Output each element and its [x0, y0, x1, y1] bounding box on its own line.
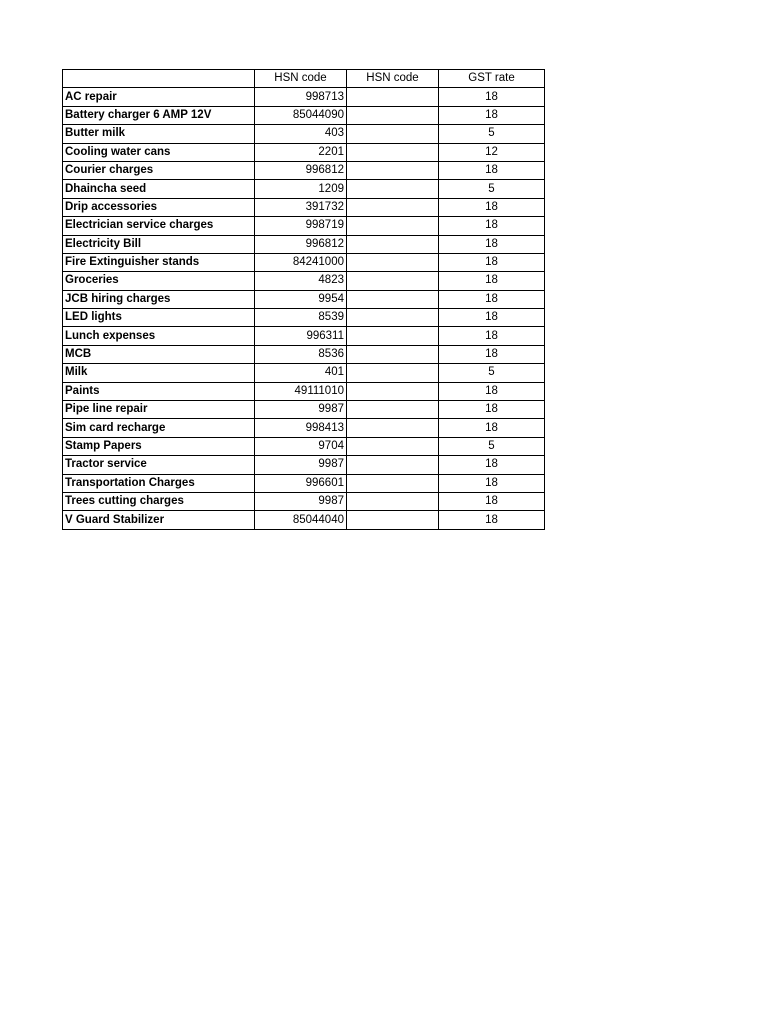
cell-gst-rate: 5	[439, 125, 545, 143]
cell-gst-rate: 18	[439, 235, 545, 253]
cell-hsn-code: 8536	[255, 345, 347, 363]
cell-hsn-code: 998719	[255, 217, 347, 235]
cell-item: Butter milk	[63, 125, 255, 143]
table-row	[63, 198, 545, 216]
cell-hsn-code: 998713	[255, 88, 347, 106]
cell-gst-rate: 18	[439, 382, 545, 400]
cell-hsn-code-2	[347, 437, 439, 455]
cell-hsn-code: 996601	[255, 474, 347, 492]
cell-hsn-code-2	[347, 419, 439, 437]
cell-hsn-code-2	[347, 290, 439, 308]
cell-hsn-code-2	[347, 198, 439, 216]
cell-hsn-code: 84241000	[255, 253, 347, 271]
table-row	[63, 345, 545, 363]
cell-item: Milk	[63, 364, 255, 382]
cell-item: Trees cutting charges	[63, 492, 255, 510]
table-row	[63, 125, 545, 143]
cell-hsn-code-2	[347, 217, 439, 235]
cell-gst-rate: 18	[439, 272, 545, 290]
cell-gst-rate: 18	[439, 88, 545, 106]
cell-hsn-code-2	[347, 401, 439, 419]
cell-hsn-code: 996812	[255, 161, 347, 179]
cell-hsn-code-2	[347, 492, 439, 510]
cell-hsn-code-2	[347, 364, 439, 382]
cell-item: Battery charger 6 AMP 12V	[63, 106, 255, 124]
table-row	[63, 456, 545, 474]
cell-gst-rate: 18	[439, 290, 545, 308]
cell-hsn-code: 9987	[255, 401, 347, 419]
table-row	[63, 474, 545, 492]
cell-gst-rate: 18	[439, 253, 545, 271]
cell-hsn-code-2	[347, 511, 439, 529]
cell-hsn-code: 996812	[255, 235, 347, 253]
table-row	[63, 382, 545, 400]
cell-hsn-code-2	[347, 474, 439, 492]
cell-item: V Guard Stabilizer	[63, 511, 255, 529]
cell-item: Lunch expenses	[63, 327, 255, 345]
table-body	[63, 88, 545, 529]
cell-gst-rate: 18	[439, 161, 545, 179]
cell-hsn-code: 996311	[255, 327, 347, 345]
cell-item: Drip accessories	[63, 198, 255, 216]
cell-hsn-code-2	[347, 382, 439, 400]
cell-item: AC repair	[63, 88, 255, 106]
table-row	[63, 327, 545, 345]
cell-hsn-code: 8539	[255, 309, 347, 327]
cell-hsn-code: 403	[255, 125, 347, 143]
cell-item: Transportation Charges	[63, 474, 255, 492]
cell-hsn-code: 1209	[255, 180, 347, 198]
header-item	[63, 70, 255, 88]
table-row	[63, 161, 545, 179]
cell-item: Pipe line repair	[63, 401, 255, 419]
table-row	[63, 180, 545, 198]
table-row	[63, 309, 545, 327]
cell-gst-rate: 18	[439, 401, 545, 419]
cell-item: Tractor service	[63, 456, 255, 474]
cell-gst-rate: 18	[439, 198, 545, 216]
table-row	[63, 253, 545, 271]
table-row	[63, 364, 545, 382]
cell-hsn-code-2	[347, 345, 439, 363]
cell-hsn-code: 49111010	[255, 382, 347, 400]
header-row	[63, 70, 545, 88]
cell-gst-rate: 5	[439, 437, 545, 455]
cell-item: Paints	[63, 382, 255, 400]
cell-gst-rate: 18	[439, 492, 545, 510]
cell-hsn-code: 9704	[255, 437, 347, 455]
cell-hsn-code: 85044040	[255, 511, 347, 529]
cell-item: Courier charges	[63, 161, 255, 179]
cell-hsn-code: 2201	[255, 143, 347, 161]
cell-gst-rate: 18	[439, 106, 545, 124]
cell-item: Cooling water cans	[63, 143, 255, 161]
cell-hsn-code-2	[347, 456, 439, 474]
cell-gst-rate: 5	[439, 364, 545, 382]
cell-item: Stamp Papers	[63, 437, 255, 455]
cell-item: Groceries	[63, 272, 255, 290]
cell-gst-rate: 18	[439, 419, 545, 437]
cell-item: LED lights	[63, 309, 255, 327]
cell-item: Electrician service charges	[63, 217, 255, 235]
cell-gst-rate: 18	[439, 511, 545, 529]
header-gst-rate: GST rate	[439, 70, 545, 88]
cell-gst-rate: 18	[439, 217, 545, 235]
cell-hsn-code: 9987	[255, 492, 347, 510]
cell-item: JCB hiring charges	[63, 290, 255, 308]
table-row	[63, 511, 545, 529]
header-hsn-code: HSN code	[255, 70, 347, 88]
cell-item: Dhaincha seed	[63, 180, 255, 198]
cell-hsn-code-2	[347, 125, 439, 143]
cell-gst-rate: 18	[439, 345, 545, 363]
table-row	[63, 272, 545, 290]
table-row	[63, 106, 545, 124]
cell-gst-rate: 5	[439, 180, 545, 198]
table-row	[63, 437, 545, 455]
table-row	[63, 88, 545, 106]
cell-hsn-code-2	[347, 272, 439, 290]
cell-gst-rate: 18	[439, 309, 545, 327]
cell-hsn-code: 4823	[255, 272, 347, 290]
cell-gst-rate: 18	[439, 327, 545, 345]
cell-gst-rate: 18	[439, 456, 545, 474]
cell-item: Fire Extinguisher stands	[63, 253, 255, 271]
table-row	[63, 143, 545, 161]
cell-hsn-code-2	[347, 180, 439, 198]
cell-item: Sim card recharge	[63, 419, 255, 437]
cell-item: MCB	[63, 345, 255, 363]
cell-hsn-code: 998413	[255, 419, 347, 437]
cell-item: Electricity Bill	[63, 235, 255, 253]
cell-hsn-code-2	[347, 253, 439, 271]
cell-hsn-code: 9987	[255, 456, 347, 474]
cell-hsn-code: 401	[255, 364, 347, 382]
table-row	[63, 419, 545, 437]
cell-gst-rate: 18	[439, 474, 545, 492]
cell-hsn-code: 9954	[255, 290, 347, 308]
cell-hsn-code-2	[347, 88, 439, 106]
cell-hsn-code: 391732	[255, 198, 347, 216]
table-row	[63, 217, 545, 235]
cell-hsn-code: 85044090	[255, 106, 347, 124]
cell-hsn-code-2	[347, 309, 439, 327]
header-hsn-code-2: HSN code	[347, 70, 439, 88]
table-row	[63, 492, 545, 510]
table-row	[63, 235, 545, 253]
cell-gst-rate: 12	[439, 143, 545, 161]
table-row	[63, 401, 545, 419]
cell-hsn-code-2	[347, 143, 439, 161]
cell-hsn-code-2	[347, 327, 439, 345]
cell-hsn-code-2	[347, 161, 439, 179]
cell-hsn-code-2	[347, 106, 439, 124]
table-row	[63, 290, 545, 308]
cell-hsn-code-2	[347, 235, 439, 253]
hsn-gst-table	[62, 69, 545, 530]
